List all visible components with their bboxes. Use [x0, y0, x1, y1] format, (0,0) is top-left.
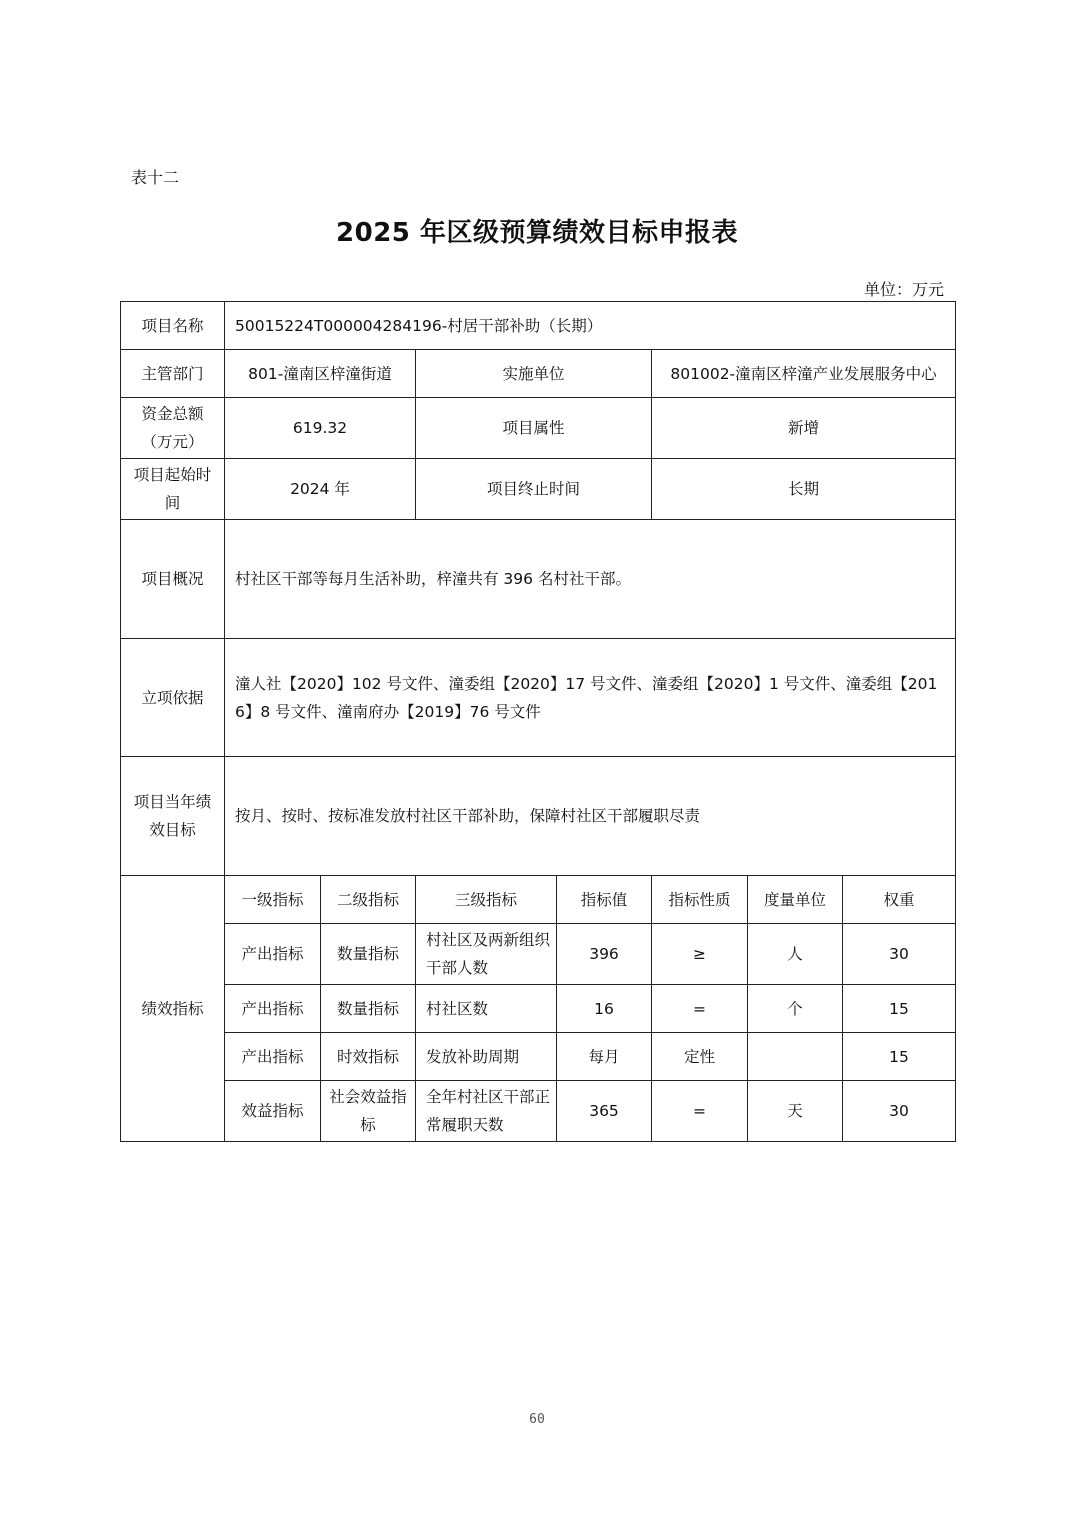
implementing-unit-label: 实施单位: [416, 350, 652, 398]
weight-cell: 30: [843, 1081, 956, 1142]
nature-cell: =: [652, 1081, 748, 1142]
header-unit: 度量单位: [748, 876, 843, 924]
value-cell: 365: [557, 1081, 652, 1142]
implementing-unit-value: 801002-潼南区梓潼产业发展服务中心: [652, 350, 956, 398]
goal-value: 按月、按时、按标准发放村社区干部补助，保障村社区干部履职尽责: [225, 757, 956, 876]
department-label: 主管部门: [121, 350, 225, 398]
unit-cell: 天: [748, 1081, 843, 1142]
level1-cell: 产出指标: [225, 1033, 321, 1081]
indicator-row: [121, 1081, 956, 1142]
fund-total-value: 619.32: [225, 398, 416, 459]
level2-cell: 数量指标: [321, 924, 416, 985]
unit-cell: 个: [748, 985, 843, 1033]
nature-cell: 定性: [652, 1033, 748, 1081]
level3-cell: 村社区数: [416, 985, 557, 1033]
weight-cell: 15: [843, 985, 956, 1033]
fund-total-label: 资金总额（万元）: [121, 398, 225, 459]
level3-cell: 村社区及两新组织干部人数: [416, 924, 557, 985]
goal-label: 项目当年绩效目标: [121, 757, 225, 876]
project-name-label: 项目名称: [121, 302, 225, 350]
basis-label: 立项依据: [121, 639, 225, 757]
level1-cell: 产出指标: [225, 924, 321, 985]
nature-cell: ≥: [652, 924, 748, 985]
header-level3: 三级指标: [416, 876, 557, 924]
indicator-row: [121, 924, 956, 985]
basis-value: 潼人社【2020】102 号文件、潼委组【2020】17 号文件、潼委组【2020】1 号文件、潼委组【2016】8 号文件、潼南府办【2019】76 号文件: [225, 639, 956, 757]
header-level1: 一级指标: [225, 876, 321, 924]
level2-cell: 时效指标: [321, 1033, 416, 1081]
row-fund: [121, 398, 956, 459]
row-goal: [121, 757, 956, 876]
end-time-label: 项目终止时间: [416, 459, 652, 520]
value-cell: 每月: [557, 1033, 652, 1081]
project-name-value: 50015224T000004284196-村居干部补助（长期）: [225, 302, 956, 350]
page-number: 60: [529, 1412, 545, 1427]
header-value: 指标值: [557, 876, 652, 924]
weight-cell: 30: [843, 924, 956, 985]
value-cell: 16: [557, 985, 652, 1033]
overview-label: 项目概况: [121, 520, 225, 639]
level2-cell: 社会效益指标: [321, 1081, 416, 1142]
row-overview: [121, 520, 956, 639]
level2-cell: 数量指标: [321, 985, 416, 1033]
header-level2: 二级指标: [321, 876, 416, 924]
unit-cell: [748, 1033, 843, 1081]
department-value: 801-潼南区梓潼街道: [225, 350, 416, 398]
indicator-row: [121, 1033, 956, 1081]
page-title: 2025 年区级预算绩效目标申报表: [336, 218, 738, 248]
row-time: [121, 459, 956, 520]
indicators-section-label: 绩效指标: [121, 876, 225, 1142]
indicator-row: [121, 985, 956, 1033]
row-basis: [121, 639, 956, 757]
indicator-header-row: [121, 876, 956, 924]
unit-label: 单位：万元: [863, 280, 944, 299]
level3-cell: 全年村社区干部正常履职天数: [416, 1081, 557, 1142]
project-attribute-label: 项目属性: [416, 398, 652, 459]
project-attribute-value: 新增: [652, 398, 956, 459]
row-project-name: [121, 302, 956, 350]
header-nature: 指标性质: [652, 876, 748, 924]
start-time-label: 项目起始时间: [121, 459, 225, 520]
start-time-value: 2024 年: [225, 459, 416, 520]
nature-cell: =: [652, 985, 748, 1033]
level1-cell: 效益指标: [225, 1081, 321, 1142]
unit-cell: 人: [748, 924, 843, 985]
overview-value: 村社区干部等每月生活补助，梓潼共有 396 名村社干部。: [225, 520, 956, 639]
weight-cell: 15: [843, 1033, 956, 1081]
row-department: [121, 350, 956, 398]
header-weight: 权重: [843, 876, 956, 924]
level3-cell: 发放补助周期: [416, 1033, 557, 1081]
level1-cell: 产出指标: [225, 985, 321, 1033]
end-time-value: 长期: [652, 459, 956, 520]
budget-performance-table: [120, 301, 956, 1142]
value-cell: 396: [557, 924, 652, 985]
table-number: 表十二: [131, 168, 180, 187]
